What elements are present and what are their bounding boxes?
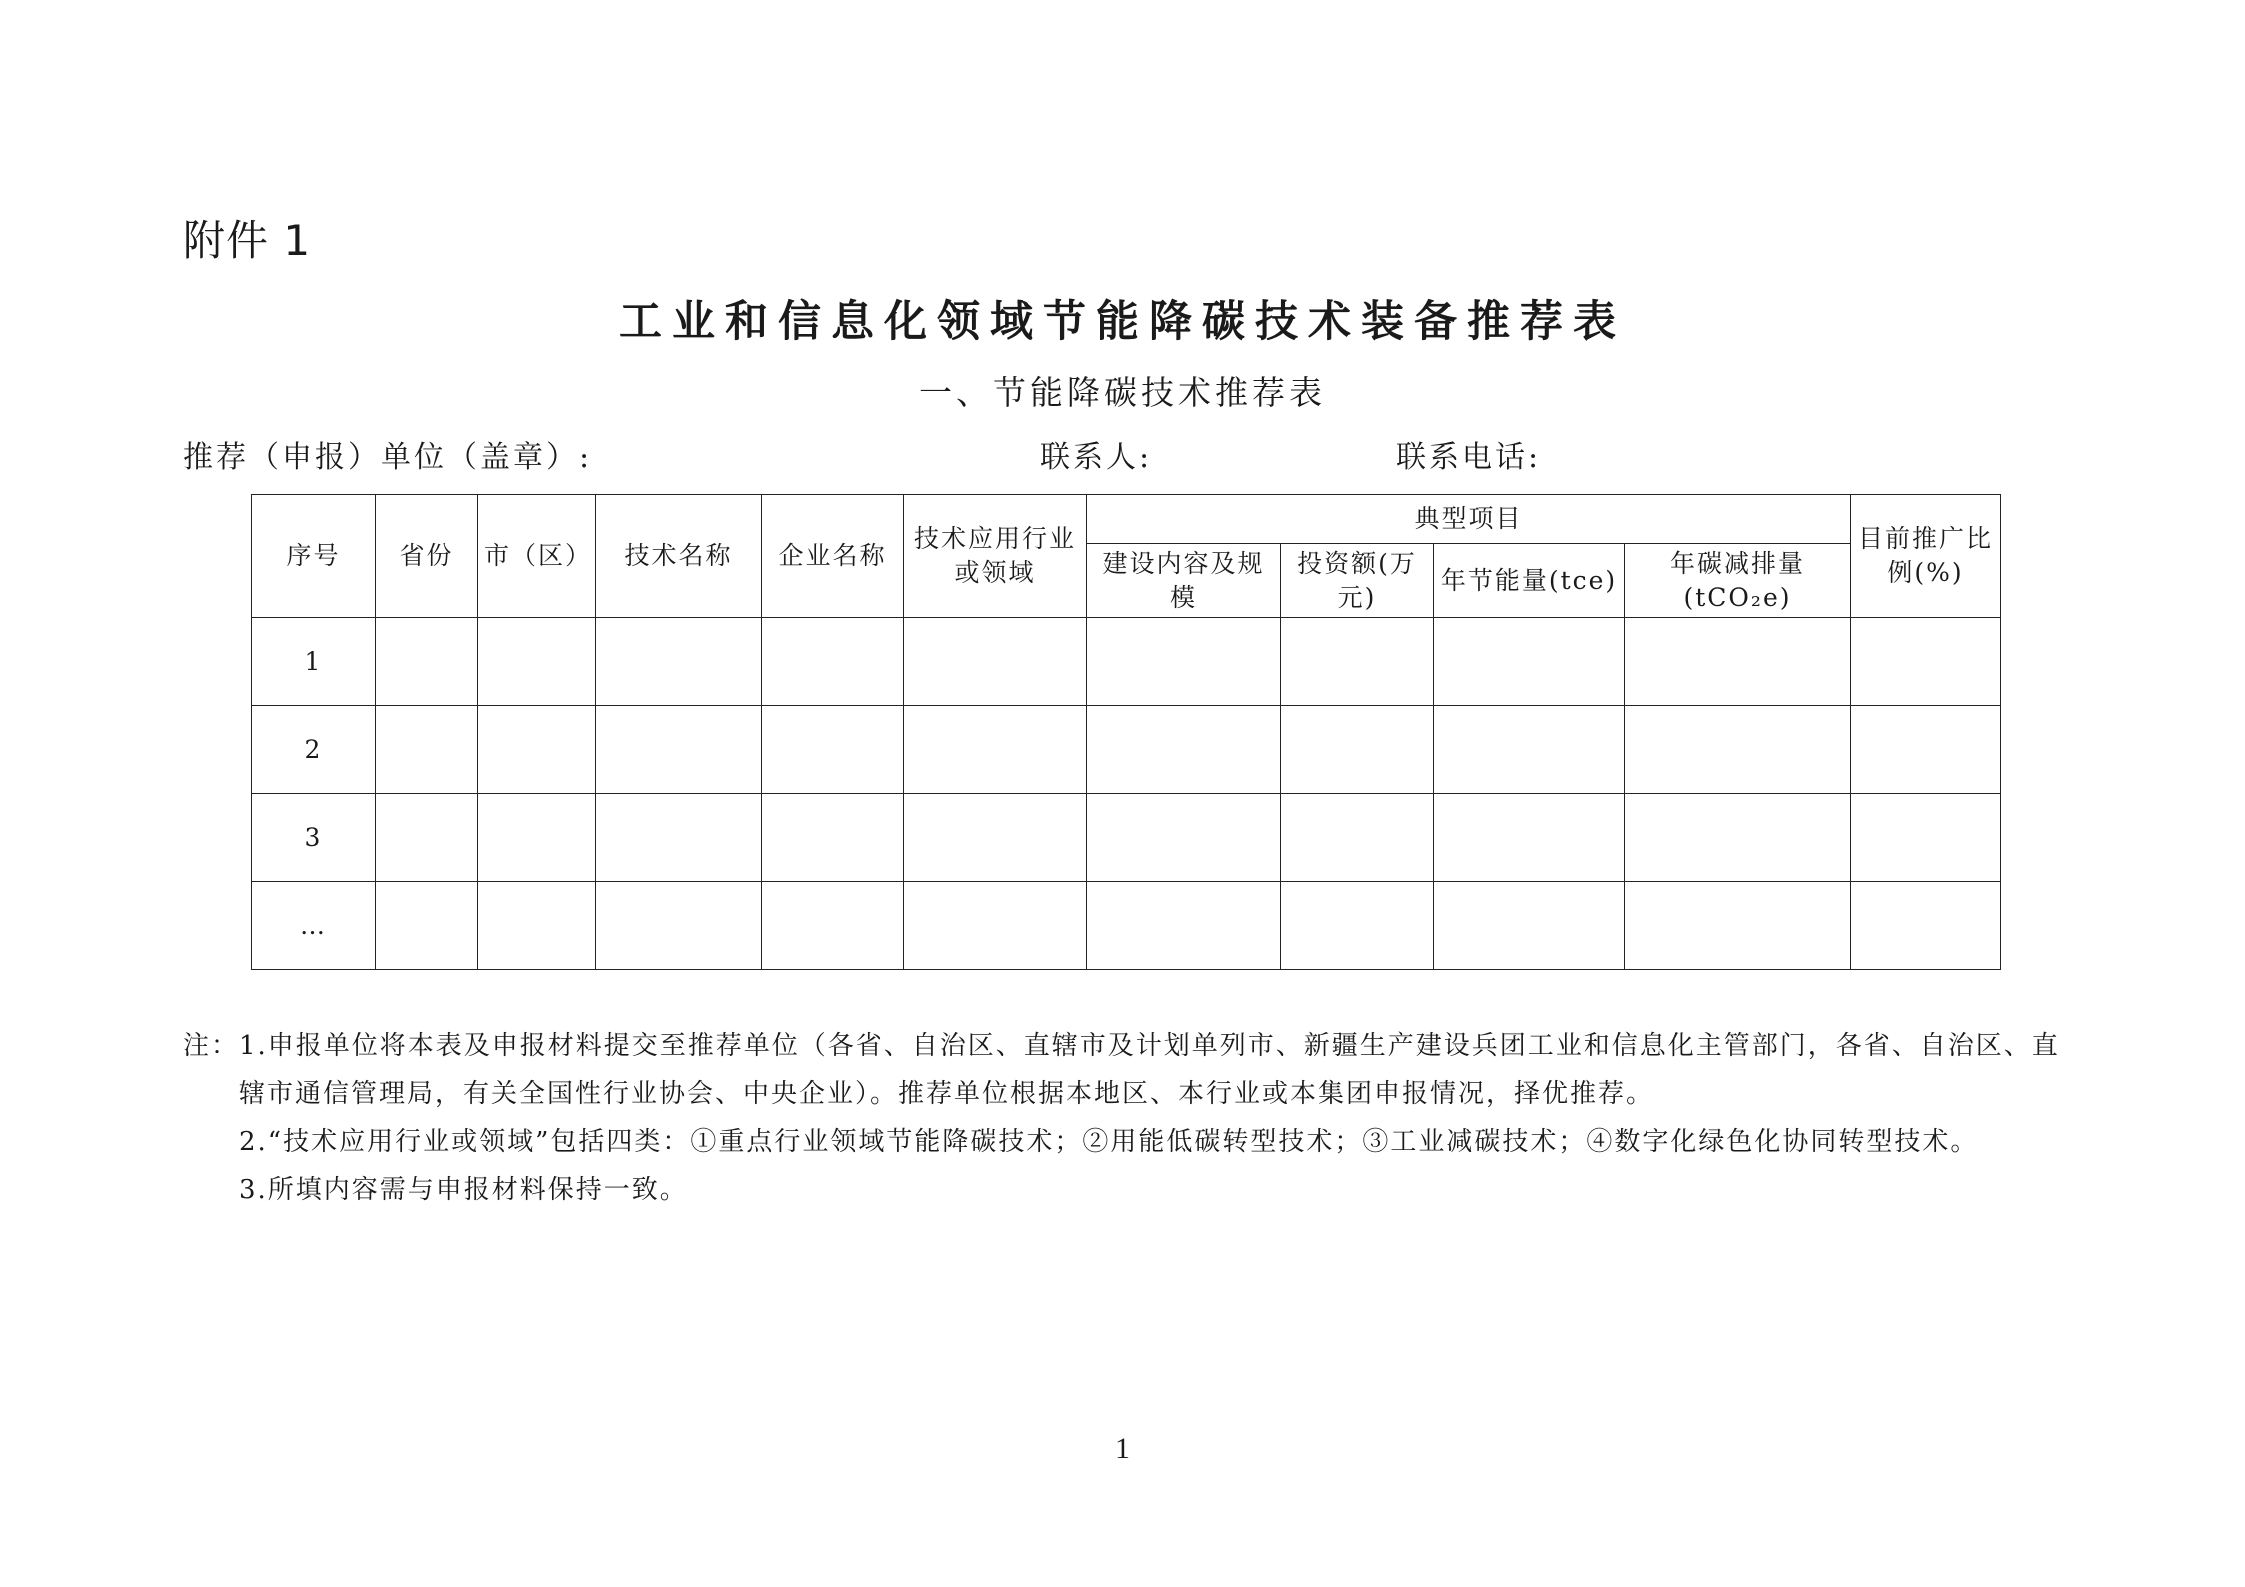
header-tech-name: 技术名称 [596,495,762,618]
table-cell[interactable] [904,794,1087,882]
table-cell[interactable] [1851,618,2001,706]
table-cell[interactable] [1087,618,1281,706]
row-number: 1 [252,618,376,706]
header-carbon-reduction [1625,544,1851,618]
header-construction: 建设内容及规模 [1087,544,1281,618]
table-cell[interactable] [596,618,762,706]
table-cell[interactable] [596,794,762,882]
table-cell[interactable] [1434,618,1625,706]
table-cell[interactable] [1625,882,1851,970]
table-cell[interactable] [1625,618,1851,706]
header-company: 企业名称 [762,495,904,618]
header-industry: 技术应用行业或领域 [904,495,1087,618]
contact-person-label: 联系人: [1040,440,1153,475]
table-cell[interactable] [1281,882,1434,970]
note-line-2: 辖市通信管理局，有关全国性行业协会、中央企业）。推荐单位根据本地区、本行业或本集团申报情况，择优推荐。 [239,1079,1655,1109]
table-row [252,618,2001,706]
table-cell[interactable] [904,618,1087,706]
main-title: 工业和信息化领域节能降碳技术装备推荐表 [619,297,1626,347]
header-investment: 投资额(万元) [1281,544,1434,618]
table-cell[interactable] [1434,706,1625,794]
table-cell[interactable] [1851,794,2001,882]
table-cell[interactable] [904,706,1087,794]
recommending-unit-label: 推荐（申报）单位（盖章）: [183,440,593,475]
table-cell[interactable] [762,794,904,882]
table-cell[interactable] [762,882,904,970]
table-cell[interactable] [1281,794,1434,882]
contact-phone-label: 联系电话: [1396,440,1542,475]
table-cell[interactable] [596,706,762,794]
header-carbon-reduction-label: 年碳减排量 [1670,548,1806,578]
header-province: 省份 [376,495,478,618]
table-cell[interactable] [1434,794,1625,882]
row-number: … [252,882,376,970]
header-carbon-reduction-unit: (tCO₂e) [1683,582,1792,612]
table-cell[interactable] [478,882,596,970]
table-cell[interactable] [376,794,478,882]
table-cell[interactable] [1087,882,1281,970]
header-city: 市（区） [478,495,596,618]
table-cell[interactable] [376,706,478,794]
row-number: 2 [252,706,376,794]
row-number: 3 [252,794,376,882]
page-number: 1 [1115,1432,1130,1465]
sub-title: 一、节能降碳技术推荐表 [919,373,1326,412]
table-cell[interactable] [904,882,1087,970]
header-energy-saving: 年节能量(tce) [1434,544,1625,618]
table-cell[interactable] [596,882,762,970]
header-seq: 序号 [252,495,376,618]
table-cell[interactable] [762,706,904,794]
table-row [252,706,2001,794]
note-line-3: 2.“技术应用行业或领域”包括四类：①重点行业领域节能降碳技术；②用能低碳转型技术；③工业减碳技术；④数字化绿色化协同转型技术。 [239,1127,1979,1157]
table-cell[interactable] [1625,706,1851,794]
table-cell[interactable] [1625,794,1851,882]
attachment-label: 附件 1 [183,216,312,265]
note-line-4: 3.所填内容需与申报材料保持一致。 [239,1175,688,1205]
table-row [252,882,2001,970]
table-cell[interactable] [1851,882,2001,970]
table-cell[interactable] [376,618,478,706]
table-cell[interactable] [478,706,596,794]
table-cell[interactable] [478,618,596,706]
table-cell[interactable] [1434,882,1625,970]
header-typical-project: 典型项目 [1087,495,1851,544]
table-cell[interactable] [762,618,904,706]
table-cell[interactable] [1087,706,1281,794]
table-cell[interactable] [376,882,478,970]
table-row [252,794,2001,882]
table-cell[interactable] [1281,706,1434,794]
note-line-1: 注：1.申报单位将本表及申报材料提交至推荐单位（各省、自治区、直辖市及计划单列市、新疆生产建设兵团工业和信息化主管部门，各省、自治区、直 [183,1031,2060,1061]
table-cell[interactable] [1851,706,2001,794]
header-promotion-ratio: 目前推广比例(%) [1851,495,2001,618]
notes [183,1022,2063,1214]
table-cell[interactable] [1281,618,1434,706]
table-cell[interactable] [478,794,596,882]
table-cell[interactable] [1087,794,1281,882]
recommendation-table [251,494,2001,970]
